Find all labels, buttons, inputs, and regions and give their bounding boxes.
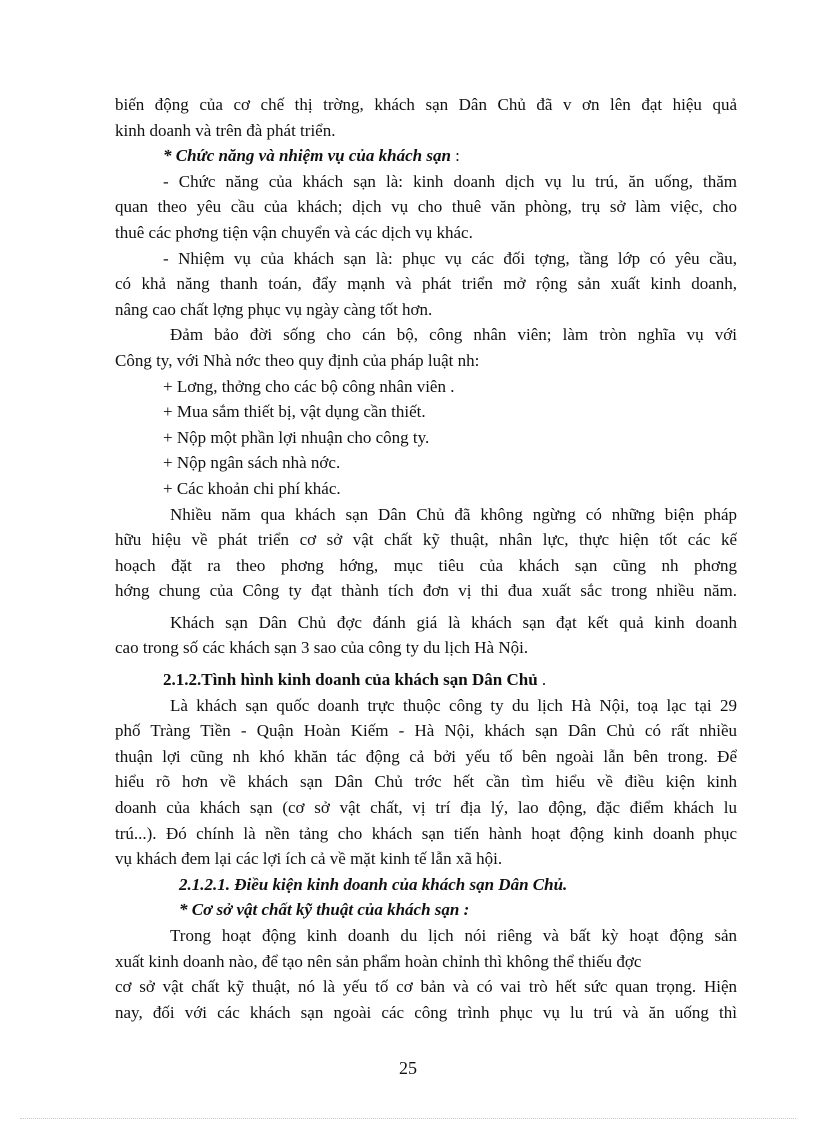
heading-suffix: : [450, 146, 460, 166]
text-line: Là khách sạn quốc doanh trực thuộc công ty du lịch Hà Nội, toạ lạc tại 29 [170, 695, 737, 715]
text-line: Đảm bảo đời sống cho cán bộ, công nhân viên; làm tròn nghĩa vụ với [170, 325, 737, 345]
text-line: Khách sạn Dân Chủ đợc đánh giá là khách sạn đạt kết quả kinh doanh [170, 612, 737, 632]
text-line: - Nhiệm vụ của khách sạn là: phục vụ các đối tợng, tầng lớp có yêu cầu, [163, 248, 737, 268]
page-body [115, 92, 737, 1025]
text-line: cơ sở vật chất kỹ thuật, nó là yếu tố cơ bản và có vai trò hết sức quan trọng. Hiện [115, 977, 737, 997]
list-item: + Nộp một phần lợi nhuận cho công ty. [163, 427, 430, 447]
text-line: doanh của khách sạn (cơ sở vật chất, vị trí địa lý, lao động, đặc điểm khách lu [115, 798, 737, 818]
section-heading-functions [115, 143, 737, 169]
text-line: quan theo yêu cầu của khách; dịch vụ cho thuê văn phòng, trụ sở làm việc, cho [115, 197, 737, 217]
text-line: hớng chung của Công ty đạt thành tích đơn vị thi đua xuất sắc trong nhiều năm. [115, 581, 737, 601]
text-line: có khả năng thanh toán, đẩy mạnh và phát triển mở rộng sản xuất kinh doanh, [115, 274, 737, 294]
heading-text: * Chức năng và nhiệm vụ của khách sạn [163, 146, 451, 166]
text-line: biến động của cơ chế thị trờng, khách sạn Dân Chủ đã v ơn lên đạt hiệu quả [115, 95, 737, 114]
text-line: nâng cao chất lợng phục vụ ngày càng tốt hơn. [115, 299, 433, 319]
text-line: - Chức năng của khách sạn là: kinh doanh dịch vụ lu trú, ăn uống, thăm [163, 171, 737, 191]
text-line: hữu hiệu về phát triển cơ sở vật chất kỹ thuật, nhân lực, thực hiện tốt các kế [115, 530, 737, 550]
text-line: thuê các phơng tiện vận chuyển và các dịch vụ khác. [115, 222, 473, 242]
list-item: + Lơng, thởng cho các bộ công nhân viên . [163, 376, 455, 396]
text-line: Nhiều năm qua khách sạn Dân Chủ đã không ngừng có những biện pháp [170, 504, 737, 524]
section-heading-business-situation [115, 667, 737, 693]
text-line: hiểu rõ hơn về khách sạn Dân Chủ trớc hết cần tìm hiểu về điều kiện kinh [115, 772, 737, 792]
heading-text: 2.1.2.Tình hình kinh doanh của khách sạn Dân Chủ [163, 670, 538, 690]
text-line: kinh doanh và trên đà phát triển. [115, 120, 336, 140]
text-line: vụ khách đem lại các lợi ích cả về mặt kinh tế lẫn xã hội. [115, 849, 503, 869]
text-line: nay, đối với các khách sạn ngoài các công trình phục vụ lu trú và ăn uống thì [115, 1002, 737, 1022]
text-line: phố Tràng Tiền - Quận Hoàn Kiếm - Hà Nội, khách sạn Dân Chủ có rất nhiều [115, 721, 737, 741]
text-line: hoạch đặt ra theo phơng hớng, mục tiêu của khách sạn cũng nh phơng [115, 555, 737, 575]
text-line: cao trong số các khách sạn 3 sao của công ty du lịch Hà Nội. [115, 638, 529, 658]
subsection-heading-facilities: * Cơ sở vật chất kỹ thuật của khách sạn : [179, 900, 470, 920]
text-line: thuận lợi cũng nh khó khăn tác động cả bởi yếu tố bên ngoài lẫn bên trong. Để [115, 746, 737, 766]
list-item: + Mua sắm thiết bị, vật dụng cần thiết. [163, 402, 426, 422]
subsection-heading-conditions: 2.1.2.1. Điều kiện kinh doanh của khách sạn Dân Chủ. [179, 874, 568, 894]
text-line: xuất kinh doanh nào, để tạo nên sản phẩm hoàn chỉnh thì không thể thiếu đợc [115, 951, 642, 971]
page-number: 25 [399, 1058, 417, 1078]
list-item: + Các khoản chi phí khác. [163, 478, 341, 498]
text-line: trú...). Đó chính là nền tảng cho khách sạn tiến hành hoạt động kinh doanh phục [115, 823, 737, 843]
text-line: Trong hoạt động kinh doanh du lịch nói riêng và bất kỳ hoạt động sản [170, 926, 737, 945]
heading-suffix: . [537, 670, 547, 690]
list-item: + Nộp ngân sách nhà nớc. [163, 453, 341, 473]
text-line: Công ty, với Nhà nớc theo quy định của pháp luật nh: [115, 350, 480, 370]
page-bottom-divider [20, 1118, 796, 1119]
